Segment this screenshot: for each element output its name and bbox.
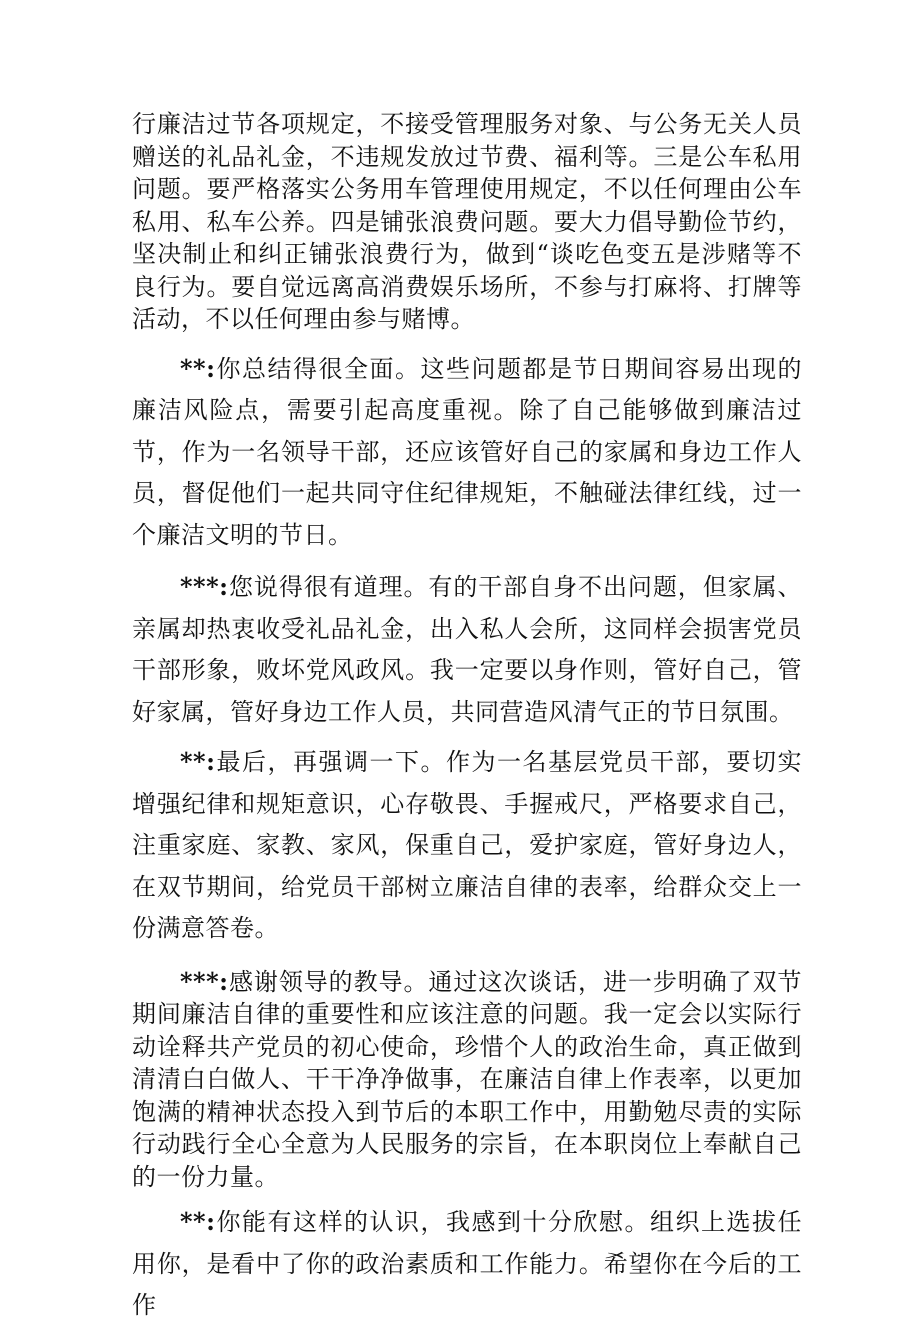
paragraph-6 — [132, 1201, 802, 1327]
paragraph-text: 您说得很有道理。有的干部自身不出问题，但家属、亲属却热衷收受礼品礼金，出入私人会所，这同样会损害党员干部形象，败坏党风政风。我一定要以身作则，管好自己，管好家属，管好身边工作人员，共同营造风清气正的节日氛围。 — [132, 573, 802, 726]
speaker-label: **: — [180, 353, 216, 383]
speaker-label: ***: — [180, 572, 229, 601]
paragraph-text: 你能有这样的认识，我感到十分欣慰。组织上选拔任用你，是看中了你的政治素质和工作能力。希望你在今后的工作 — [132, 1208, 802, 1319]
paragraph-2 — [132, 348, 802, 557]
speaker-label: **: — [180, 1207, 216, 1236]
paragraph-5 — [132, 966, 802, 1194]
speaker-label: ***: — [180, 966, 229, 996]
paragraph-3 — [132, 566, 802, 733]
document-body — [132, 108, 802, 1327]
paragraph-1 — [132, 108, 802, 336]
speaker-label: **: — [180, 747, 216, 776]
paragraph-4 — [132, 741, 802, 950]
paragraph-text: 你总结得很全面。这些问题都是节日期间容易出现的廉洁风险点，需要引起高度重视。除了自己能够做到廉洁过节，作为一名领导干部，还应该管好自己的家属和身边工作人员，督促他们一起共同守住纪律规矩，不触碰法律红线，过一个廉洁文明的节日。 — [132, 354, 802, 549]
paragraph-text: 行廉洁过节各项规定，不接受管理服务对象、与公务无关人员赠送的礼品礼金，不违规发放过节费、福利等。三是公车私用问题。要严格落实公务用车管理使用规定，不以任何理由公车私用、私车公养。四是铺张浪费问题。要大力倡导勤俭节约，坚决制止和纠正铺张浪费行为，做到“谈吃色变五是涉赌等不良行为。要自觉远离高消费娱乐场所，不参与打麻将、打牌等活动，不以任何理由参与赌博。 — [132, 110, 802, 333]
paragraph-text: 最后，再强调一下。作为一名基层党员干部，要切实增强纪律和规矩意识，心存敬畏、手握戒尺，严格要求自己，注重家庭、家教、家风，保重自己，爱护家庭，管好身边人，在双节期间，给党员干部树立廉洁自律的表率，给群众交上一份满意答卷。 — [132, 748, 802, 942]
paragraph-text: 感谢领导的教导。通过这次谈话，进一步明确了双节期间廉洁自律的重要性和应该注意的问题。我一定会以实际行动诠释共产党员的初心使命，珍惜个人的政治生命，真正做到清清白白做人、干干净净做事，在廉洁自律上作表率，以更加饱满的精神状态投入到节后的本职工作中，用勤勉尽责的实际行动践行全心全意为人民服务的宗旨，在本职岗位上奉献自己的一份力量。 — [132, 967, 802, 1191]
